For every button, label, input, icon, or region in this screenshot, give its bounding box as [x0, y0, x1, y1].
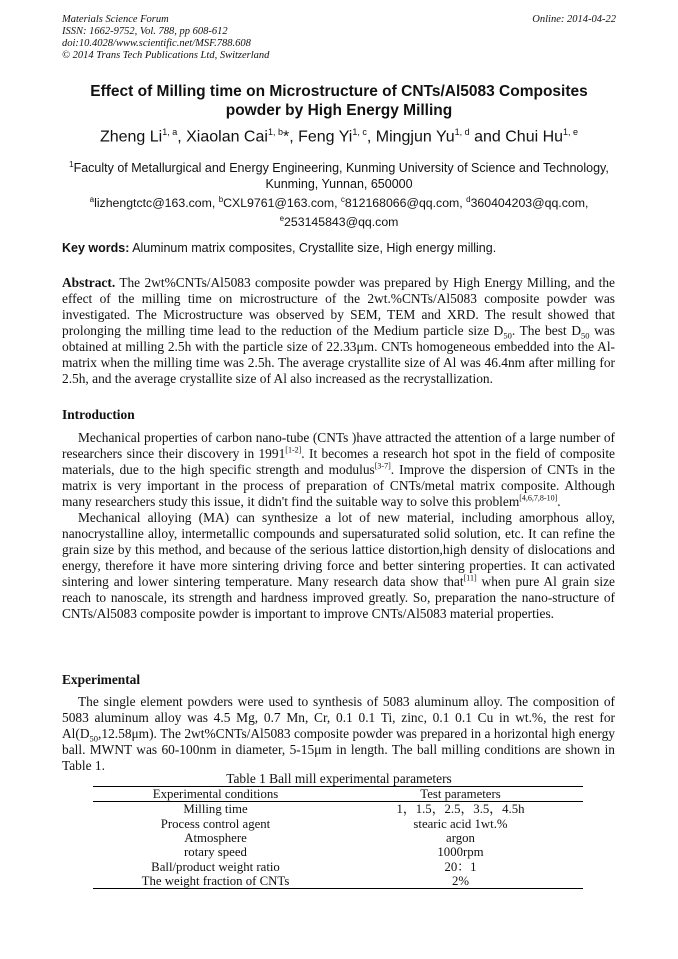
author-name: Xiaolan Cai	[186, 128, 268, 146]
subscript: 50	[89, 733, 99, 744]
author-sup: 1, e	[563, 127, 579, 137]
experimental-heading: Experimental	[62, 672, 141, 687]
copyright: © 2014 Trans Tech Publications Ltd, Switzerland	[62, 50, 270, 61]
table-row	[93, 845, 583, 859]
abstract-text: . The best D	[511, 323, 581, 338]
parameters-table	[93, 786, 583, 889]
email-address: 253145843@qq.com	[284, 215, 399, 230]
table-header: Test parameters	[420, 787, 501, 802]
email-address: lizhengtctc@163.com	[94, 196, 212, 211]
citation: [1-2]	[285, 445, 302, 455]
doi: doi:10.4028/www.scientific.net/MSF.788.608	[62, 38, 251, 49]
body-text: .	[557, 494, 561, 509]
table-cell: 20：1	[444, 859, 477, 874]
author-name: Mingjun Yu	[375, 128, 455, 146]
citation: [3-7]	[374, 461, 391, 471]
affiliation-sup: 1	[69, 160, 74, 169]
online-date: Online: 2014-04-22	[532, 14, 616, 25]
table-cell: argon	[446, 831, 475, 846]
author-list: Zheng Li$^{1, a}$, Xiaolan Cai$^{1, b}$*, Feng Yi$^{1, c}$, Mingjun Yu$^{1, d}$ and Chui Hu$^{1, e}$	[99, 127, 579, 146]
table-row	[93, 817, 583, 831]
keywords-label: Key words:	[62, 241, 130, 255]
experimental-paragraph	[62, 694, 615, 774]
corresponding-mark: *	[282, 128, 290, 146]
author-name: Feng Yi	[298, 128, 353, 146]
body-text: ,12.58μm). The 2wt%CNTs/Al5083 composite powder was prepared in a horizontal high energy ball. MWNT was 60-100nm in diameter, 5-15μm in length. The ball milling conditions are shown in Table 1.	[62, 726, 615, 773]
table-row	[93, 802, 583, 817]
table-cell: Ball/product weight ratio	[151, 859, 280, 874]
body-text: The single element powders were used to synthesis of 5083 aluminum alloy. The composition of 5083 aluminum alloy was 4.5 Mg, 0.7 Mn, Cr, 0.1 0.1 Ti, zinc, 0.1 0.1 Cu in wt.%, the rest for Al(D	[62, 694, 615, 741]
table-cell: rotary speed	[184, 845, 247, 860]
body-text: when pure Al grain size reach to nanoscale, its strength and hardness improved greatly. So, preparation the nano-structure of CNTs/Al5083 composite powder is important to improve CNTs/Al5083 material properties.	[62, 574, 615, 621]
table-cell: 2%	[451, 873, 470, 888]
introduction-body	[62, 430, 615, 622]
email-sup: d	[466, 195, 471, 204]
keywords	[62, 241, 616, 255]
body-text: Mechanical alloying (MA) can synthesize a lot of new material, including amorphous alloy, nanocrystalline alloy, intermetallic compounds and supersaturated solid solution, etc. It can refine the grain size by this method, and because of the serious lattice distortion,high density of dislocations and energy, therefore it have more sintering driving force and better sintering properties. It can activated sintering and lower sintering temperature. Many research data show that	[62, 510, 615, 589]
subscript: 50	[503, 330, 512, 341]
body-text: . It becomes a research hot spot in the field of composite materials, due to the high specific strength and modulus	[62, 446, 615, 477]
abstract	[62, 275, 615, 387]
author-sup: 1, c	[352, 127, 367, 137]
abstract-text: was obtained at milling 2.5h with the particle size of 22.33μm. CNTs homogeneous embedded into the Al-matrix when the milling time was 2.5h. The average crystallite size of Al was 46.4nm after milling for 2.5h, and the average crystallite size of Al also increased as the recrystallization.	[62, 323, 615, 386]
journal-name: Materials Science Forum	[62, 14, 169, 25]
affiliation	[62, 157, 616, 192]
subscript: 50	[580, 330, 590, 341]
author-sup: 1, a	[162, 127, 178, 137]
email-sup: b	[218, 195, 224, 204]
email-address: 360404203@qq.com	[470, 196, 585, 211]
keywords-text: Aluminum matrix composites, Crystallite size, High energy milling.	[132, 241, 497, 255]
table-cell: The weight fraction of CNTs	[141, 873, 290, 888]
abstract-text: The 2wt%CNTs/Al5083 composite powder was prepared by High Energy Milling, and the effect of the milling time on microstructure of the 2wt.%CNTs/Al5083 composite powder was investigated. The Microstructure was observed by SEM, TEM and XRD. The result showed that prolonging the milling time lead to the reduction of the Medium particle size D	[62, 275, 615, 338]
table-cell: 1000rpm	[437, 845, 484, 860]
email-sup: e	[279, 214, 285, 224]
citation: [4,6,7,8-10]	[519, 493, 558, 503]
email-address: CXL9761@163.com	[223, 196, 335, 211]
abstract-label: Abstract.	[62, 275, 116, 290]
table-row	[93, 874, 583, 889]
table-row	[93, 831, 583, 845]
body-text: Mechanical properties of carbon nano-tube (CNTs )have attracted the attention of a large number of researchers since their discovery in 1991	[62, 430, 615, 461]
table-cell: Milling time	[183, 802, 248, 817]
table-cell: Process control agent	[160, 816, 271, 831]
author-name: Zheng Li	[99, 128, 163, 146]
table-header: Experimental conditions	[152, 787, 279, 802]
intro-paragraph-2	[62, 510, 615, 622]
citation: [11]	[463, 573, 477, 583]
journal-header	[62, 14, 616, 62]
affiliation-text: Faculty of Metallurgical and Energy Engineering, Kunming University of Science and Technology, Kunming, Yunnan, 650000	[73, 161, 609, 192]
table-header-row	[93, 787, 583, 802]
issn: ISSN: 1662-9752, Vol. 788, pp 608-612	[62, 26, 228, 37]
body-text: . Improve the dispersion of CNTs in the matrix is very important in the process of preparation of CNTs/metal matrix composite. Although many researchers study this issue, it didn't find the suitable way to solve this problem	[62, 462, 615, 509]
table-cell: stearic acid 1wt.%	[413, 816, 508, 831]
table-cell: Atmosphere	[184, 831, 247, 846]
experimental-body	[62, 694, 615, 774]
table-cell: 1，1.5，2.5，3.5，4.5h	[396, 802, 525, 817]
email-address: 812168066@qq.com	[344, 196, 460, 211]
email-sup: a	[89, 195, 95, 204]
intro-paragraph-1	[62, 430, 615, 510]
table-row	[93, 859, 583, 873]
email-list: $^a$lizhengtctc@163.com, $^b$CXL9761@163.com, $^c$812168066@qq.com, $^d$360404203@qq.com, $^e$253145843@qq.com	[89, 195, 589, 230]
introduction-heading: Introduction	[62, 407, 135, 422]
email-sup: c	[340, 195, 345, 204]
author-sup: 1, d	[454, 127, 470, 137]
author-sup: 1, b	[267, 127, 283, 137]
author-name: Chui Hu	[505, 128, 564, 146]
table-caption: Table 1 Ball mill experimental parameters	[226, 771, 452, 786]
paper-title: Effect of Milling time on Microstructure of CNTs/Al5083 Composites powder by High Energy Milling	[90, 83, 588, 119]
